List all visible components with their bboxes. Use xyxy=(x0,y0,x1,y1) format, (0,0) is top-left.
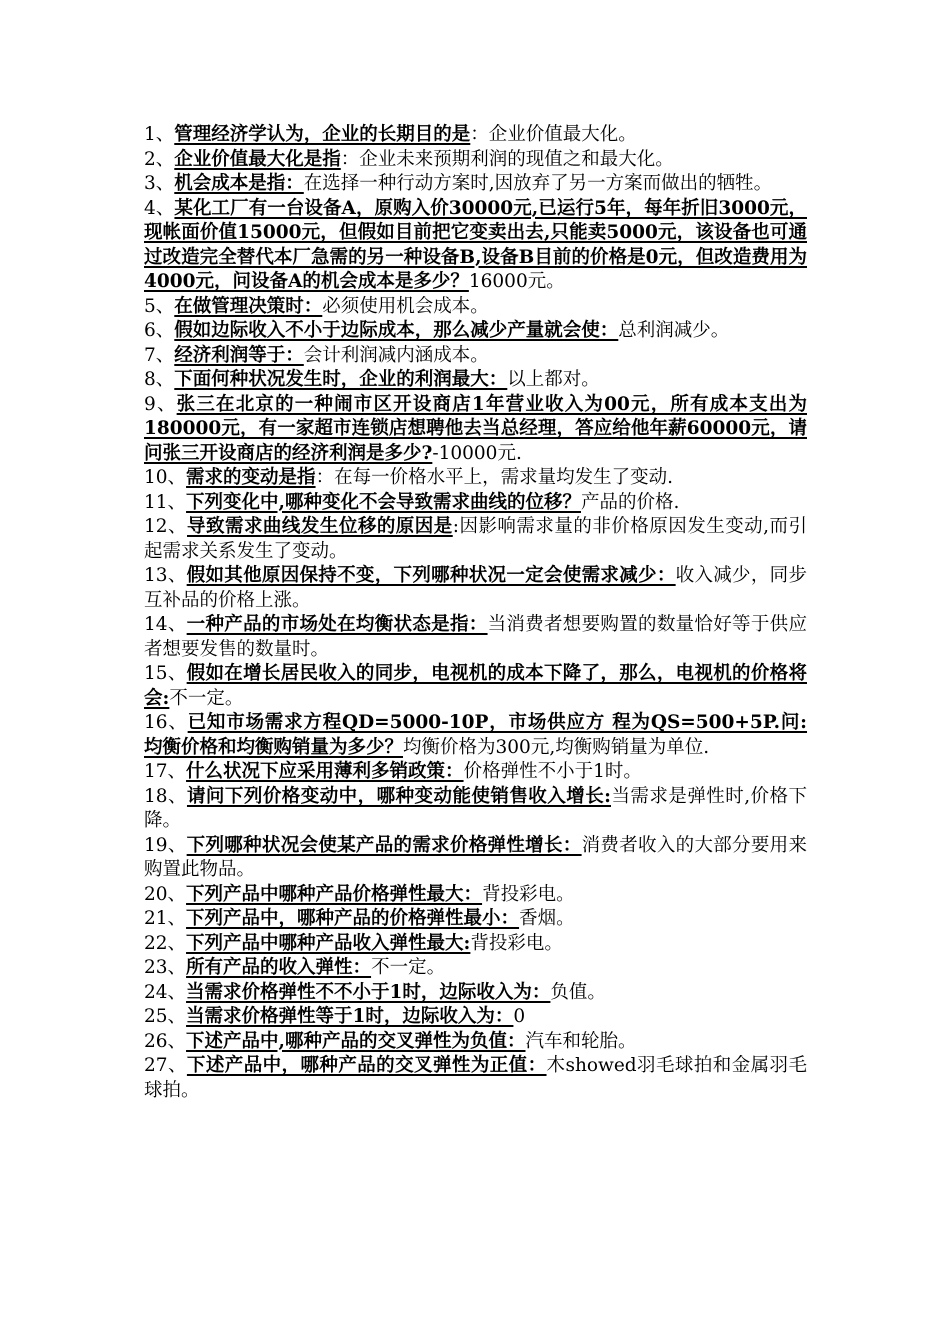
question-text: 企业价值最大化是指 xyxy=(174,148,341,170)
question-text: 当需求价格弹性等于1时，边际收入为： xyxy=(186,1006,514,1027)
question-text: 经济利润等于： xyxy=(174,344,304,366)
item-number: 3、 xyxy=(144,173,175,194)
question-text: 下列产品中哪种产品价格弹性最大： xyxy=(186,883,483,905)
question-item xyxy=(144,466,807,491)
question-item xyxy=(144,932,807,957)
item-number: 25、 xyxy=(144,1006,187,1027)
item-number: 19、 xyxy=(144,834,187,856)
answer-text: 消费者收入的大部分要用来购置此物品。 xyxy=(144,834,807,880)
item-number: 10、 xyxy=(144,467,187,488)
question-text: 一种产品的市场处在均衡状态是指： xyxy=(186,614,488,635)
item-number: 15、 xyxy=(144,663,187,684)
item-number: 26、 xyxy=(144,1030,187,1052)
answer-text: 香烟。 xyxy=(519,908,575,929)
item-number: 22、 xyxy=(144,932,187,954)
item-number: 24、 xyxy=(144,981,187,1003)
answer-text: 16000元。 xyxy=(468,271,565,292)
answer-text: 汽车和轮胎。 xyxy=(525,1030,637,1052)
question-item xyxy=(144,295,807,320)
question-item xyxy=(144,319,807,344)
answer-text: 收入减少，同步互补品的价格上涨。 xyxy=(144,565,807,611)
question-item xyxy=(144,1054,807,1103)
question-item xyxy=(144,197,807,295)
question-text: 下面何种状况发生时，企业的利润最大： xyxy=(174,369,508,390)
question-item xyxy=(144,148,807,173)
item-number: 2、 xyxy=(144,148,175,170)
item-number: 1、 xyxy=(144,124,175,145)
question-item xyxy=(144,662,807,711)
question-text: 什么状况下应采用薄利多销政策： xyxy=(186,761,464,782)
question-item xyxy=(144,123,807,148)
question-text: 导致需求曲线发生位移的原因是 xyxy=(187,516,453,537)
question-item xyxy=(144,491,807,516)
item-number: 27、 xyxy=(144,1055,187,1076)
answer-text: 均衡价格为300元,均衡购销量为单位. xyxy=(403,736,710,758)
question-text: 请问下列价格变动中，哪种变动能使销售收入增长: xyxy=(186,785,611,807)
question-item xyxy=(144,613,807,662)
question-item xyxy=(144,344,807,369)
answer-text: 木showed羽毛球拍和金属羽毛球拍。 xyxy=(144,1055,807,1101)
answer-text: 当消费者想要购置的数量恰好等于供应者想要发售的数量时。 xyxy=(144,614,807,660)
question-item xyxy=(144,368,807,393)
question-text: 机会成本是指： xyxy=(174,173,304,194)
answer-text: 价格弹性不小于1时。 xyxy=(463,761,642,782)
item-number: 20、 xyxy=(144,883,187,905)
answer-text: 会计利润减内涵成本。 xyxy=(303,344,489,366)
answer-text: 当需求是弹性时,价格下降。 xyxy=(144,785,807,831)
answer-text: 不一定。 xyxy=(169,687,244,709)
question-text: 下述产品中，哪种产品的交叉弹性为正值： xyxy=(186,1055,547,1076)
item-number: 12、 xyxy=(144,516,188,537)
answer-text: 必须使用机会成本。 xyxy=(322,295,489,317)
question-text: 下列产品中，哪种产品的价格弹性最小： xyxy=(186,908,520,929)
item-number: 8、 xyxy=(144,369,175,390)
item-number: 11、 xyxy=(144,491,187,513)
answer-text: 总利润减少。 xyxy=(618,320,730,341)
answer-text: ：在每一价格水平上，需求量均发生了变动. xyxy=(315,467,673,488)
question-text: 当需求价格弹性不不小于1时，边际收入为： xyxy=(186,981,551,1003)
item-number: 13、 xyxy=(144,565,187,586)
question-text: 假如其他原因保持不变，下列哪种状况一定会使需求减少： xyxy=(186,565,676,586)
question-text: 假如在增长居民收入的同步，电视机的成本下降了，那么，电视机的价格将会: xyxy=(144,663,807,709)
item-number: 17、 xyxy=(144,761,187,782)
question-item xyxy=(144,883,807,908)
question-item xyxy=(144,834,807,883)
question-item xyxy=(144,1030,807,1055)
item-number: 7、 xyxy=(144,344,175,366)
answer-text: 负值。 xyxy=(550,981,606,1003)
question-item xyxy=(144,956,807,981)
answer-text: 0 xyxy=(513,1006,526,1027)
question-text: 已知市场需求方程QD=5000-10P，市场供应方 程为QS=500+5P.问:均衡价格和均衡购销量为多少？ xyxy=(144,712,808,758)
question-text: 所有产品的收入弹性： xyxy=(186,957,372,978)
question-text: 在做管理决策时： xyxy=(174,295,323,317)
question-item xyxy=(144,564,807,613)
answer-text: 在选择一种行动方案时,因放弃了另一方案而做出的牺牲。 xyxy=(303,173,773,194)
question-text: 管理经济学认为，企业的长期目的是 xyxy=(174,124,471,145)
item-number: 18、 xyxy=(144,785,187,807)
question-item xyxy=(144,711,807,760)
answer-text: ：企业未来预期利润的现值之和最大化。 xyxy=(340,148,674,170)
item-number: 6、 xyxy=(144,320,175,341)
question-item xyxy=(144,785,807,834)
answer-text: -10000元. xyxy=(432,442,522,464)
question-item xyxy=(144,760,807,785)
question-item xyxy=(144,172,807,197)
question-item xyxy=(144,907,807,932)
question-item xyxy=(144,515,807,564)
question-item xyxy=(144,393,807,467)
question-text: 下述产品中,哪种产品的交叉弹性为负值： xyxy=(186,1030,526,1052)
answer-text: 背投彩电。 xyxy=(470,932,563,954)
question-text: 下列产品中哪种产品收入弹性最大: xyxy=(186,932,471,954)
item-number: 14、 xyxy=(144,614,187,635)
answer-text: 产品的价格. xyxy=(581,491,680,513)
answer-text: ：企业价值最大化。 xyxy=(470,124,637,145)
question-item xyxy=(144,981,807,1006)
document-page xyxy=(144,123,807,1103)
question-text: 假如边际收入不小于边际成本，那么减少产量就会使： xyxy=(174,320,619,341)
item-number: 9、 xyxy=(144,393,177,415)
item-number: 4、 xyxy=(144,197,175,219)
item-number: 23、 xyxy=(144,957,187,978)
question-text: 下列哪种状况会使某产品的需求价格弹性增长： xyxy=(186,834,582,856)
answer-text: 不一定。 xyxy=(371,957,446,978)
question-text: 下列变化中,哪种变化不会导致需求曲线的位移？ xyxy=(186,491,581,513)
item-number: 16、 xyxy=(144,712,188,733)
question-text: 某化工厂有一台设备A，原购入价30000元,已运行5年，每年折旧3000元，现帐面价值15000元，但假如目前把它变卖出去,只能卖5000元，该设备也可通过改造完全替代本厂急需的另一种设备B,设备B目前的价格是0元，但改造费用为4000元，问设备A的机会成本是多少？ xyxy=(144,197,807,292)
answer-text: :因影响需求量的非价格原因发生变动,而引起需求关系发生了变动。 xyxy=(144,516,807,562)
question-text: 需求的变动是指 xyxy=(186,467,316,488)
answer-text: 背投彩电。 xyxy=(482,883,575,905)
item-number: 5、 xyxy=(144,295,175,317)
question-item xyxy=(144,1005,807,1030)
item-number: 21、 xyxy=(144,908,187,929)
question-text: 张三在北京的一种闹市区开设商店1年营业收入为00元，所有成本支出为180000元，有一家超市连锁店想聘他去当总经理，答应给他年薪60000元，请问张三开设商店的经济利润是多少? xyxy=(144,393,807,464)
answer-text: 以上都对。 xyxy=(507,369,600,390)
